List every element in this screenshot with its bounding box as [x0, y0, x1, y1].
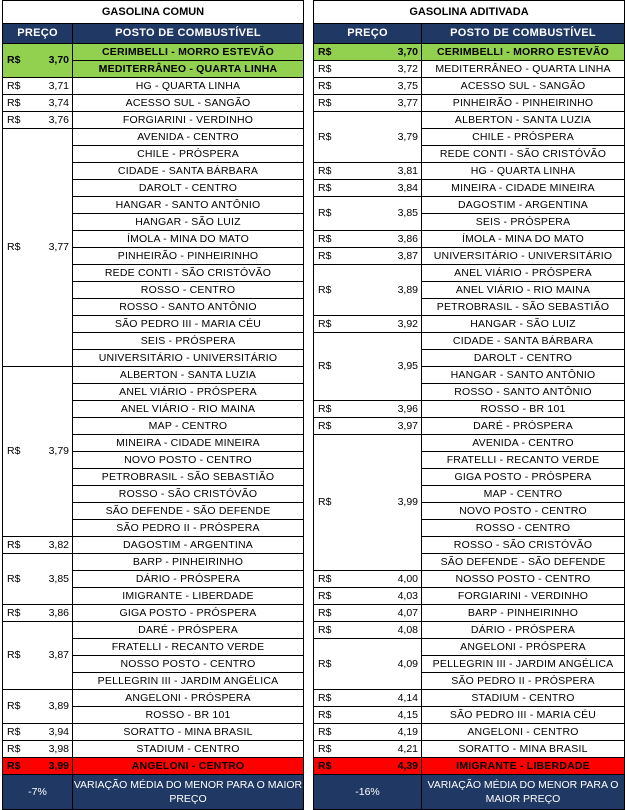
table-row — [3, 758, 304, 775]
currency-label: R$ — [7, 538, 21, 551]
station-cell: ALBERTON - SANTA LUZIA — [422, 112, 625, 129]
table-row — [314, 707, 625, 724]
table-row — [314, 418, 625, 435]
price-cell — [314, 197, 422, 231]
table-row — [314, 231, 625, 248]
table-row — [314, 95, 625, 112]
table-row — [314, 44, 625, 61]
station-cell: ACESSO SUL - SANGÃO — [73, 95, 304, 112]
station-cell: SÃO DEFENDE - SÃO DEFENDE — [422, 554, 625, 571]
station-cell: ANEL VIÁRIO - PRÓSPERA — [422, 265, 625, 282]
currency-label: R$ — [318, 419, 332, 432]
price-cell — [314, 112, 422, 163]
station-cell: SEIS - PRÓSPERA — [73, 333, 304, 350]
price-cell — [3, 554, 73, 605]
station-cell: MAP - CENTRO — [73, 418, 304, 435]
station-cell: SEIS - PRÓSPERA — [422, 214, 625, 231]
price-value: 3,96 — [397, 402, 418, 415]
station-cell: AVENIDA - CENTRO — [422, 435, 625, 452]
currency-label: R$ — [7, 759, 21, 772]
price-cell — [314, 588, 422, 605]
table-row — [3, 690, 304, 707]
station-cell: FORGIARINI - VERDINHO — [422, 588, 625, 605]
currency-label: R$ — [318, 62, 332, 75]
currency-label: R$ — [318, 164, 332, 177]
variation-label: VARIAÇÃO MÉDIA DO MENOR PARA O MAIOR PREÇO — [73, 775, 304, 810]
station-cell: ANEL VIÁRIO - RIO MAINA — [73, 401, 304, 418]
price-cell — [314, 418, 422, 435]
station-cell: SÃO PEDRO III - MARIA CÉU — [73, 316, 304, 333]
price-cell — [3, 758, 73, 775]
price-cell — [314, 78, 422, 95]
currency-label: R$ — [318, 589, 332, 602]
table-row — [3, 129, 304, 146]
price-cell — [314, 180, 422, 197]
currency-label: R$ — [318, 79, 332, 92]
title-row — [3, 1, 304, 24]
price-value: 3,92 — [397, 317, 418, 330]
currency-label: R$ — [318, 623, 332, 636]
gasolina-aditivada-title: GASOLINA ADITIVADA — [314, 1, 625, 24]
table-row — [314, 435, 625, 452]
price-cell — [3, 95, 73, 112]
table-row — [3, 78, 304, 95]
price-value: 3,79 — [48, 445, 69, 457]
currency-label: R$ — [7, 572, 21, 585]
station-cell: CIDADE - SANTA BÁRBARA — [422, 333, 625, 350]
price-value: 3,87 — [48, 649, 69, 661]
station-cell: ANEL VIÁRIO - RIO MAINA — [422, 282, 625, 299]
station-cell: MAP - CENTRO — [422, 486, 625, 503]
price-value: 4,21 — [397, 742, 418, 755]
station-cell: MEDITERRÂNEO - QUARTA LINHA — [73, 61, 304, 78]
station-cell: DAGOSTIM - ARGENTINA — [73, 537, 304, 554]
station-cell: NOSSO POSTO - CENTRO — [73, 656, 304, 673]
currency-label: R$ — [318, 96, 332, 109]
table-row — [3, 622, 304, 639]
price-cell — [3, 690, 73, 724]
station-header: POSTO DE COMBUSTÍVEL — [422, 24, 625, 44]
station-cell: ÍMOLA - MINA DO MATO — [73, 231, 304, 248]
table-row — [314, 316, 625, 333]
price-cell — [3, 367, 73, 537]
table-row — [3, 44, 304, 61]
table-row — [314, 588, 625, 605]
currency-label: R$ — [318, 317, 332, 330]
currency-label: R$ — [318, 708, 332, 721]
station-cell: ROSSO - BR 101 — [73, 707, 304, 724]
station-cell: SÃO PEDRO III - MARIA CÉU — [422, 707, 625, 724]
station-cell: NOSSO POSTO - CENTRO — [422, 571, 625, 588]
price-value: 3,70 — [48, 54, 69, 66]
table-row — [314, 605, 625, 622]
station-cell: ANGELONI - CENTRO — [422, 724, 625, 741]
price-value: 3,81 — [397, 164, 418, 177]
table-row — [314, 112, 625, 129]
table-row — [314, 248, 625, 265]
price-value: 4,03 — [397, 589, 418, 602]
price-cell — [3, 129, 73, 367]
station-cell: ANGELONI - PRÓSPERA — [73, 690, 304, 707]
price-value: 3,89 — [48, 700, 69, 712]
station-cell: ROSSO - SÃO CRISTÓVÃO — [422, 537, 625, 554]
table-row — [3, 367, 304, 384]
station-header: POSTO DE COMBUSTÍVEL — [73, 24, 304, 44]
table-row — [314, 571, 625, 588]
station-cell: FRATELLI - RECANTO VERDE — [422, 452, 625, 469]
station-cell: MINEIRA - CIDADE MINEIRA — [422, 180, 625, 197]
currency-label: R$ — [318, 207, 332, 219]
currency-label: R$ — [318, 572, 332, 585]
station-cell: CIDADE - SANTA BÁRBARA — [73, 163, 304, 180]
station-cell: MEDITERRÂNEO - QUARTA LINHA — [422, 61, 625, 78]
station-cell: GIGA POSTO - PRÓSPERA — [422, 469, 625, 486]
station-cell: FRATELLI - RECANTO VERDE — [73, 639, 304, 656]
currency-label: R$ — [7, 742, 21, 755]
currency-label: R$ — [7, 445, 21, 457]
station-cell: CERIMBELLI - MORRO ESTEVÃO — [422, 44, 625, 61]
station-cell: DARÉ - PRÓSPERA — [422, 418, 625, 435]
currency-label: R$ — [318, 130, 332, 143]
station-cell: REDE CONTI - SÃO CRISTÓVÃO — [422, 146, 625, 163]
price-cell — [314, 622, 422, 639]
price-value: 3,85 — [48, 572, 69, 585]
table-row — [314, 622, 625, 639]
currency-label: R$ — [318, 759, 332, 772]
price-cell — [314, 265, 422, 316]
price-cell — [314, 605, 422, 622]
station-cell: HANGAR - SÃO LUIZ — [422, 316, 625, 333]
station-cell: NOVO POSTO - CENTRO — [422, 503, 625, 520]
table-row — [3, 554, 304, 571]
table-row — [314, 758, 625, 775]
station-cell: BARP - PINHEIRINHO — [422, 605, 625, 622]
currency-label: R$ — [7, 79, 21, 92]
table-row — [314, 401, 625, 418]
price-value: 3,95 — [397, 360, 418, 372]
currency-label: R$ — [318, 606, 332, 619]
station-cell: ROSSO - SÃO CRISTÓVÃO — [73, 486, 304, 503]
price-cell — [314, 741, 422, 758]
price-cell — [314, 724, 422, 741]
price-cell — [3, 44, 73, 78]
station-cell: SÃO PEDRO II - PRÓSPERA — [73, 520, 304, 537]
station-cell: SORATTO - MINA BRASIL — [73, 724, 304, 741]
price-value: 3,94 — [48, 725, 69, 738]
currency-label: R$ — [318, 249, 332, 262]
footer-row — [314, 775, 625, 810]
price-value: 3,82 — [48, 538, 69, 551]
gasolina-comun-table — [2, 0, 304, 810]
currency-label: R$ — [318, 657, 332, 670]
price-value: 3,99 — [48, 759, 69, 772]
station-cell: ANGELONI - PRÓSPERA — [422, 639, 625, 656]
station-cell: CERIMBELLI - MORRO ESTEVÃO — [73, 44, 304, 61]
price-cell — [314, 316, 422, 333]
currency-label: R$ — [7, 649, 21, 661]
gasolina-aditivada-table — [313, 0, 625, 810]
station-cell: UNIVERSITÁRIO - UNIVERSITÁRIO — [73, 350, 304, 367]
gasolina-comun-title: GASOLINA COMUN — [3, 1, 304, 24]
variation-label: VARIAÇÃO MÉDIA DO MENOR PARA O MAIOR PREÇO — [422, 775, 625, 810]
gasolina-comun-panel — [2, 0, 304, 810]
station-cell: CHILE - PRÓSPERA — [73, 146, 304, 163]
currency-label: R$ — [7, 606, 21, 619]
gasolina-aditivada-panel — [313, 0, 625, 810]
table-row — [3, 741, 304, 758]
station-cell: ALBERTON - SANTA LUZIA — [73, 367, 304, 384]
table-row — [314, 163, 625, 180]
table-row — [314, 78, 625, 95]
price-cell — [3, 741, 73, 758]
station-cell: ANGELONI - CENTRO — [73, 758, 304, 775]
price-cell — [314, 231, 422, 248]
price-cell — [314, 571, 422, 588]
price-value: 3,85 — [397, 207, 418, 219]
station-cell: NOVO POSTO - CENTRO — [73, 452, 304, 469]
price-value: 3,97 — [397, 419, 418, 432]
currency-label: R$ — [318, 232, 332, 245]
station-cell: PELLEGRIN III - JARDIM ANGÉLICA — [73, 673, 304, 690]
station-cell: ÍMOLA - MINA DO MATO — [422, 231, 625, 248]
header-row — [314, 24, 625, 44]
price-cell — [314, 333, 422, 401]
station-cell: BARP - PINHEIRINHO — [73, 554, 304, 571]
table-row — [314, 197, 625, 214]
table-row — [314, 61, 625, 78]
price-cell — [314, 435, 422, 571]
price-cell — [3, 78, 73, 95]
station-cell: HG - QUARTA LINHA — [73, 78, 304, 95]
price-cell — [314, 248, 422, 265]
price-cell — [3, 605, 73, 622]
table-row — [3, 724, 304, 741]
station-cell: UNIVERSITÁRIO - UNIVERSITÁRIO — [422, 248, 625, 265]
currency-label: R$ — [318, 496, 332, 508]
station-cell: ROSSO - CENTRO — [73, 282, 304, 299]
price-value: 3,84 — [397, 181, 418, 194]
station-cell: PINHEIRÃO - PINHEIRINHO — [73, 248, 304, 265]
price-cell — [314, 163, 422, 180]
station-cell: DARÉ - PRÓSPERA — [73, 622, 304, 639]
station-cell: IMIGRANTE - LIBERDADE — [73, 588, 304, 605]
station-cell: SORATTO - MINA BRASIL — [422, 741, 625, 758]
price-value: 4,39 — [397, 759, 418, 772]
price-value: 3,71 — [48, 79, 69, 92]
footer-row — [3, 775, 304, 810]
station-cell: PETROBRASIL - SÃO SEBASTIÃO — [73, 469, 304, 486]
currency-label: R$ — [7, 113, 21, 126]
station-cell: ROSSO - SANTO ANTÔNIO — [73, 299, 304, 316]
price-value: 4,09 — [397, 657, 418, 670]
station-cell: ANEL VIÁRIO - PRÓSPERA — [73, 384, 304, 401]
station-cell: HANGAR - SÃO LUIZ — [73, 214, 304, 231]
station-cell: ROSSO - SANTO ANTÔNIO — [422, 384, 625, 401]
price-cell — [314, 44, 422, 61]
currency-label: R$ — [318, 402, 332, 415]
currency-label: R$ — [318, 691, 332, 704]
station-cell: DÁRIO - PRÓSPERA — [73, 571, 304, 588]
station-cell: HANGAR - SANTO ANTÔNIO — [422, 367, 625, 384]
price-cell — [314, 61, 422, 78]
table-row — [314, 333, 625, 350]
station-cell: DAROLT - CENTRO — [73, 180, 304, 197]
price-value: 3,74 — [48, 96, 69, 109]
price-value: 3,77 — [397, 96, 418, 109]
price-value: 4,14 — [397, 691, 418, 704]
station-cell: REDE CONTI - SÃO CRISTÓVÃO — [73, 265, 304, 282]
station-cell: FORGIARINI - VERDINHO — [73, 112, 304, 129]
table-row — [3, 537, 304, 554]
variation-percent: -16% — [314, 775, 422, 810]
station-cell: ROSSO - CENTRO — [422, 520, 625, 537]
price-value: 4,15 — [397, 708, 418, 721]
table-row — [3, 605, 304, 622]
price-value: 3,86 — [397, 232, 418, 245]
station-cell: PETROBRASIL - SÃO SEBASTIÃO — [422, 299, 625, 316]
station-cell: STADIUM - CENTRO — [422, 690, 625, 707]
station-cell: SÃO PEDRO II - PRÓSPERA — [422, 673, 625, 690]
currency-label: R$ — [318, 283, 332, 296]
station-cell: DAGOSTIM - ARGENTINA — [422, 197, 625, 214]
station-cell: HANGAR - SANTO ANTÔNIO — [73, 197, 304, 214]
price-value: 3,87 — [397, 249, 418, 262]
station-cell: MINEIRA - CIDADE MINEIRA — [73, 435, 304, 452]
price-value: 3,86 — [48, 606, 69, 619]
price-value: 3,75 — [397, 79, 418, 92]
station-cell: STADIUM - CENTRO — [73, 741, 304, 758]
price-cell — [314, 639, 422, 690]
price-cell — [314, 758, 422, 775]
currency-label: R$ — [7, 725, 21, 738]
currency-label: R$ — [318, 181, 332, 194]
station-cell: GIGA POSTO - PRÓSPERA — [73, 605, 304, 622]
station-cell: SÃO DEFENDE - SÃO DEFENDE — [73, 503, 304, 520]
station-cell: CHILE - PRÓSPERA — [422, 129, 625, 146]
currency-label: R$ — [318, 45, 332, 58]
price-value: 4,07 — [397, 606, 418, 619]
header-row — [3, 24, 304, 44]
price-value: 3,79 — [397, 130, 418, 143]
table-row — [3, 95, 304, 112]
currency-label: R$ — [318, 725, 332, 738]
station-cell: PELLEGRIN III - JARDIM ANGÉLICA — [422, 656, 625, 673]
currency-label: R$ — [7, 96, 21, 109]
price-value: 4,19 — [397, 725, 418, 738]
table-row — [314, 741, 625, 758]
station-cell: ACESSO SUL - SANGÃO — [422, 78, 625, 95]
price-value: 3,76 — [48, 113, 69, 126]
price-cell — [314, 690, 422, 707]
table-row — [3, 112, 304, 129]
price-value: 3,98 — [48, 742, 69, 755]
price-value: 4,00 — [397, 572, 418, 585]
price-value: 3,89 — [397, 283, 418, 296]
title-row — [314, 1, 625, 24]
price-cell — [314, 401, 422, 418]
price-cell — [314, 707, 422, 724]
currency-label: R$ — [318, 360, 332, 372]
price-value: 3,77 — [48, 241, 69, 253]
price-cell — [3, 622, 73, 690]
price-value: 4,08 — [397, 623, 418, 636]
price-cell — [3, 537, 73, 554]
price-header: PREÇO — [314, 24, 422, 44]
currency-label: R$ — [7, 241, 21, 253]
station-cell: HG - QUARTA LINHA — [422, 163, 625, 180]
table-row — [314, 180, 625, 197]
currency-label: R$ — [7, 700, 21, 712]
station-cell: PINHEIRÃO - PINHEIRINHO — [422, 95, 625, 112]
price-header: PREÇO — [3, 24, 73, 44]
currency-label: R$ — [318, 742, 332, 755]
table-row — [314, 724, 625, 741]
variation-percent: -7% — [3, 775, 73, 810]
station-cell: IMIGRANTE - LIBERDADE — [422, 758, 625, 775]
price-value: 3,72 — [397, 62, 418, 75]
price-value: 3,99 — [397, 496, 418, 508]
price-cell — [3, 724, 73, 741]
station-cell: DAROLT - CENTRO — [422, 350, 625, 367]
price-cell — [314, 95, 422, 112]
table-row — [314, 690, 625, 707]
station-cell: AVENIDA - CENTRO — [73, 129, 304, 146]
price-value: 3,70 — [397, 45, 418, 58]
table-row — [314, 639, 625, 656]
currency-label: R$ — [7, 54, 21, 66]
price-cell — [3, 112, 73, 129]
station-cell: DÁRIO - PRÓSPERA — [422, 622, 625, 639]
table-row — [314, 265, 625, 282]
station-cell: ROSSO - BR 101 — [422, 401, 625, 418]
